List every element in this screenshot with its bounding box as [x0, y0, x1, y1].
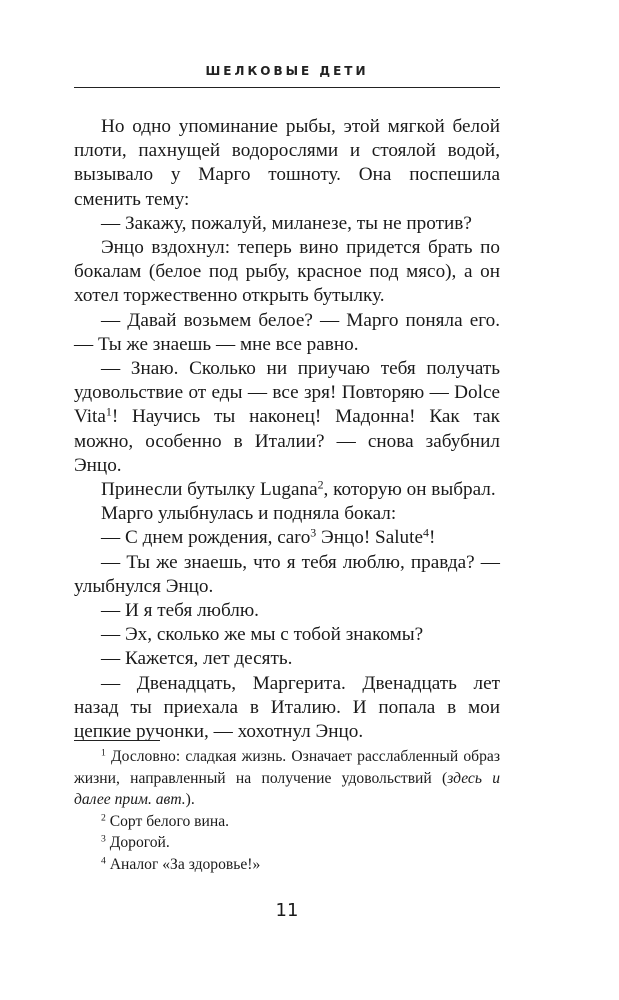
text-run: — И я тебя люблю. — [101, 600, 259, 622]
text-run: — Эх, сколько же мы с тобой знакомы? — [101, 624, 424, 646]
page-number: 11 — [275, 900, 299, 921]
footnote-marker: 3 — [101, 834, 106, 846]
footnote — [74, 854, 500, 876]
footnote-marker: 2 — [317, 477, 324, 492]
main-text — [74, 115, 500, 744]
text-run: — Давай возьмем белое? — Марго поняла его. — Ты же знаешь — мне все равно. — [74, 309, 500, 355]
text-run: Дорогой. — [105, 834, 170, 852]
text-run: ! — [428, 527, 436, 549]
text-run: — С днем рождения, caro — [101, 527, 311, 549]
text-run: Аналог «За здоровье!» — [105, 855, 261, 873]
paragraph — [74, 357, 500, 478]
footnote — [74, 746, 500, 811]
footnote — [74, 832, 500, 854]
text-run: Марго улыбнулась и подняла бокал: — [101, 503, 397, 525]
text-run: — Знаю. Сколько ни приучаю тебя получать удовольствие от еды — все зря! Повторяю — Dolce Vita — [74, 358, 500, 428]
footnote-marker: 4 — [101, 855, 106, 867]
text-run: — Двенадцать, Маргерита. Двенадцать лет назад ты приехала в Италию. И попала в мои цепкие ручонки, — хохотнул Энцо. — [74, 672, 500, 743]
footnote-marker: 1 — [101, 747, 106, 759]
text-run: Энцо! Salute — [316, 527, 423, 549]
paragraph — [74, 309, 500, 357]
text-run: — Кажется, лет десять. — [101, 648, 293, 670]
footnote-rule — [74, 740, 160, 741]
footnote-marker: 1 — [105, 404, 112, 419]
text-run: Сорт белого вина. — [105, 812, 230, 830]
text-run: , которую он выбрал. — [323, 479, 496, 501]
footnotes — [74, 746, 500, 876]
footnote-marker: 4 — [423, 525, 429, 540]
running-head: ШЕЛКОВЫЕ ДЕТИ — [205, 64, 369, 78]
text-run: Дословно: сладкая жизнь. Означает расслабленный образ жизни, направленный на получение удовольствий ( — [74, 748, 500, 787]
text-run: Но одно упоминание рыбы, этой мягкой белой плоти, пахнущей водорослями и стоялой водой, вызывало у Марго тошноту. Она поспешила сменить тему: — [74, 116, 500, 210]
italic-text: здесь и далее прим. авт. — [74, 769, 501, 809]
paragraph — [74, 647, 500, 671]
text-run: ). — [185, 791, 195, 809]
footnote-marker: 2 — [101, 812, 106, 824]
paragraph — [74, 599, 500, 623]
text-run: Принесли бутылку Lugana — [101, 479, 318, 501]
paragraph — [74, 526, 500, 550]
header-rule — [74, 87, 500, 88]
footnote-marker: 3 — [310, 525, 317, 540]
paragraph — [74, 478, 500, 502]
footnote — [74, 811, 500, 833]
paragraph — [74, 212, 500, 236]
paragraph — [74, 623, 500, 647]
text-run: — Закажу, пожалуй, миланезе, ты не против? — [101, 212, 472, 234]
paragraph — [74, 672, 500, 745]
paragraph — [74, 115, 500, 212]
paragraph — [74, 236, 500, 309]
text-run: ! Научись ты наконец! Мадонна! Как так можно, особенно в Италии? — снова забубнил Энцо. — [74, 406, 500, 476]
text-run: Энцо вздохнул: теперь вино придется брать по бокалам (белое под рыбу, красное под мясо), а он хотел торжественно открыть бутылку. — [74, 237, 500, 307]
paragraph — [74, 551, 500, 599]
text-run: — Ты же знаешь, что я тебя люблю, правда? — улыбнулся Энцо. — [74, 551, 500, 597]
paragraph — [74, 502, 500, 526]
